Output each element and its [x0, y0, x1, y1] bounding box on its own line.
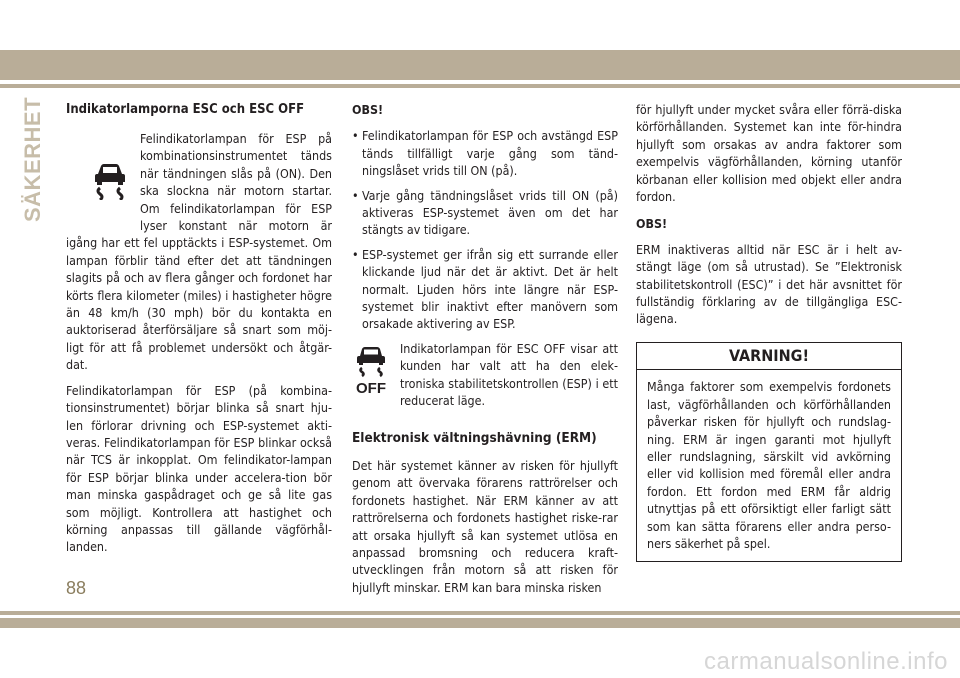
list-item: • Varje gång tändningslåset vrids till ON (på) aktiveras ESP-systemet även om det har stängts av tidigare.: [352, 187, 618, 238]
obs-text: ERM inaktiveras alltid när ESC är i helt av-stängt läge (om så utrustad). Se ”Elektronisk stabilitetskontroll (ESC)” i det här avsnittet för fullständig förklaring av de tillgängliga ESC-lägena.: [636, 241, 902, 327]
erm-continued-text: för hjullyft under mycket svåra eller förrä-diska körförhållanden. Systemet kan inte för-hindra hjullyft som orsakas av andra faktorer som exempelvis vägförhållanden, körning utanför körbanan eller kollision med objekt eller andra fordon.: [636, 102, 902, 205]
warning-box: [636, 342, 902, 562]
warning-text: Många faktorer som exempelvis fordonets last, vägförhållanden och körförhållanden påverkar risken för hjullyft och rundslag-ning. ERM är ingen garanti mot hjullyft eller rundslagning, särskilt vid avkörning eller vid kollision med föremål eller andra fordon. Ett fordon med ERM får aldrig utnyttjas på ett oförsiktigt eller farligt sätt som kan sätta förarens eller andra perso-ners säkerhet på spel.: [647, 379, 891, 551]
header-band: [0, 50, 960, 80]
obs-label-2: OBS!: [636, 216, 668, 232]
footer-rule: [0, 611, 960, 615]
page-number: 88: [66, 578, 87, 598]
esc-off-text: Indikatorlampan för ESC OFF visar att kunden har valt att ha den elek-troniska stabilitetskontrollen (ESP) i ett reducerat läge.: [400, 340, 618, 409]
esc-off-block: [352, 340, 618, 418]
column-3: [636, 101, 902, 562]
header-rule: [0, 84, 960, 88]
esc-intro: [66, 130, 332, 382]
erm-heading: Elektronisk vältningshävning (ERM): [352, 429, 597, 446]
esc-off-icon-text: OFF: [356, 379, 386, 396]
section-label: SÄKERHET: [20, 96, 45, 222]
erm-text: Det här systemet känner av risken för hjullyft genom att övervaka förarens rattrörelser och fordonets hastighet. När ERM känner av att rattrörelserna och fordonets hastighet riske-rar att orsaka hjullyft så kan systemet utlösa en anpassad bromsning och reducera kraft-utvecklingen från motorn så att risken för hjullyft minskar. ERM kan bara minska risken: [352, 457, 618, 595]
bullet: •: [352, 246, 359, 262]
obs-label: OBS!: [352, 102, 384, 117]
watermark: carmanualsonline.info: [704, 648, 948, 675]
esc-off-icon: [352, 340, 400, 400]
column-1: [66, 101, 332, 564]
esc-heading: Indikatorlamporna ESC och ESC OFF: [66, 102, 305, 117]
warning-title: VARNING!: [637, 343, 901, 370]
obs-bullet-list: [352, 127, 618, 332]
footer-band: [0, 618, 960, 628]
esc-intro-text: Felindikatorlampan för ESP på kombinationsinstrumentet tänds när tändningen slås på (ON). Den ska slockna när motorn startar. Om felindikatorlampan för ESP lyser konstant när motorn är igång har ett fel upptäckts i ESP-systemet. Om lampan förblir tänd efter det att tändningen slagits på och av flera gånger och fordonet har körts flera kilometer (miles) i hastigheter högre än 48 km/h (30 mph) bör du kontakta en auktoriserad återförsäljare så snart som möj-ligt för att få problemet undersökt och åtgär-dat.: [66, 131, 332, 373]
bullet: •: [352, 187, 359, 203]
list-item: • Felindikatorlampan för ESP och avstängd ESP tänds tillfälligt varje gång som tänd-ningslåset vrids till ON (på).: [352, 128, 618, 179]
column-2: [352, 101, 618, 604]
esc-blink-paragraph: Felindikatorlampan för ESP (på kombina-tionsinstrumentet) börjar blinka så snart hju-len förlorar drivning och ESP-systemet akti-veras. Felindikatorlampan för ESP blinkar också när TCS är inkopplat. Om felindikator-lampan för ESP börjar blinka under accelera-tion bör man minska gaspådraget och ge så lite gas som möjligt. Kontrollera att hastighet och körning anpassas till gällande vägförhål-landen.: [66, 382, 332, 555]
top-margin: [0, 0, 960, 50]
esc-skid-icon: [66, 130, 140, 228]
list-item: • ESP-systemet ger ifrån sig ett surrande eller klickande ljud när det är aktivt. Det är helt normalt. Ljuden hörs inte längre när ESP-systemet blir inaktivt efter manövern som orsakade aktivering av ESP.: [352, 246, 618, 332]
bullet: •: [352, 128, 359, 144]
